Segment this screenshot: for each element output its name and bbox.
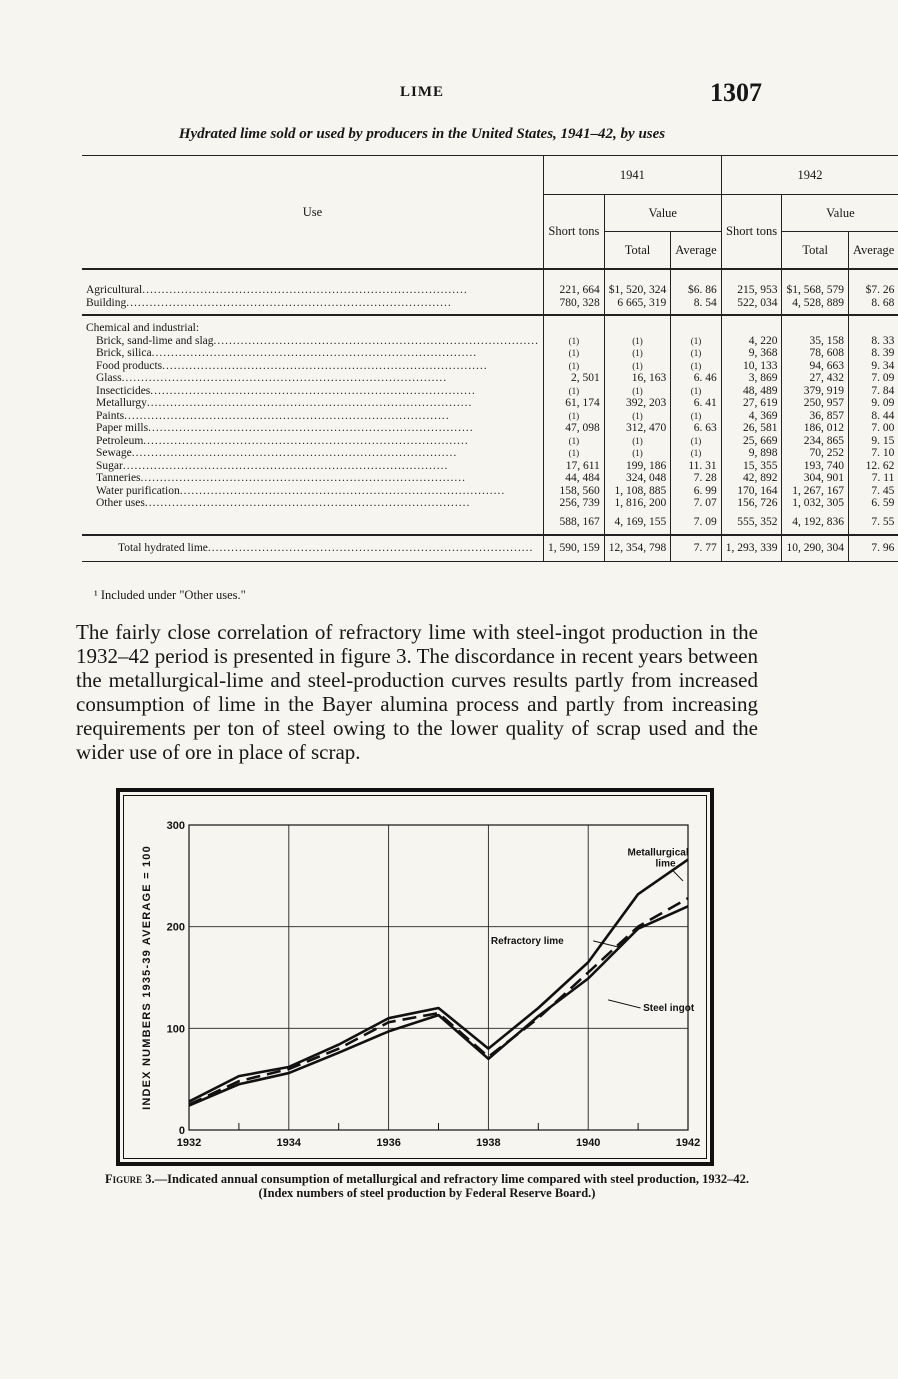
leader-dots	[147, 397, 473, 409]
table-row	[82, 447, 898, 460]
total-1941-cell: (1)	[604, 447, 671, 460]
short-tons-1942-cell: 522, 034	[721, 297, 782, 310]
leader-dots	[152, 347, 478, 359]
year-1941-header: 1941	[544, 156, 722, 195]
short-tons-1942-cell: 26, 581	[721, 422, 782, 435]
short-tons-1941-cell: (1)	[544, 347, 605, 360]
leader-dots	[162, 360, 488, 372]
table-row	[82, 269, 898, 297]
x-tick-label: 1934	[276, 1137, 302, 1149]
total-1941-cell: 4, 169, 155	[604, 510, 671, 536]
table-row	[82, 397, 898, 410]
total-1942-cell: 78, 608	[782, 347, 849, 360]
leader-dots	[122, 372, 448, 384]
average-1941-cell: 7. 07	[671, 497, 721, 510]
total-1942-cell: 234, 865	[782, 435, 849, 448]
row-label	[82, 472, 544, 485]
row-label	[82, 510, 544, 536]
use-name: Total hydrated lime	[118, 542, 208, 554]
total-1942-cell: 4, 528, 889	[782, 297, 849, 310]
average-1942-cell: 12. 62	[848, 460, 898, 473]
leader-dots	[142, 284, 468, 296]
figure-caption	[92, 1172, 762, 1200]
total-1941-cell: (1)	[604, 347, 671, 360]
y-tick-label: 0	[178, 1125, 185, 1137]
average-1942-cell: 9. 34	[848, 360, 898, 373]
row-label	[82, 297, 544, 310]
average-1941-cell: $6. 86	[671, 269, 721, 297]
short-tons-1942-cell: 555, 352	[721, 510, 782, 536]
value-header-1942: Value	[782, 195, 898, 232]
short-tons-1942-cell: 170, 164	[721, 485, 782, 498]
short-tons-1941-cell: (1)	[544, 447, 605, 460]
table-row	[82, 360, 898, 373]
short-tons-1941-cell: 256, 739	[544, 497, 605, 510]
running-head	[82, 78, 762, 112]
row-label	[82, 269, 544, 297]
total-1941-cell: $1, 520, 324	[604, 269, 671, 297]
table-row	[82, 385, 898, 398]
figure-label: Figure 3.	[104, 1172, 155, 1186]
short-tons-1942-cell: 4, 220	[721, 335, 782, 348]
short-tons-1941-cell: 588, 167	[544, 510, 605, 536]
short-tons-1942-cell: 27, 619	[721, 397, 782, 410]
hydrated-lime-table	[82, 155, 898, 562]
table-row	[82, 497, 898, 510]
total-1942-cell: 250, 957	[782, 397, 849, 410]
short-tons-1941-cell: 158, 560	[544, 485, 605, 498]
use-name: Brick, sand-lime and slag	[96, 334, 214, 347]
use-name: Tanneries	[96, 472, 141, 484]
average-1942-cell: 9. 09	[848, 397, 898, 410]
total-1941-cell: (1)	[604, 335, 671, 348]
use-name: Sugar	[96, 459, 123, 472]
total-1941-cell: 1, 108, 885	[604, 485, 671, 498]
year-1942-header: 1942	[721, 156, 898, 195]
table-row	[82, 472, 898, 485]
average-1942-cell: 7. 10	[848, 447, 898, 460]
row-label	[82, 447, 544, 460]
total-1942-cell: 70, 252	[782, 447, 849, 460]
y-axis-label: INDEX NUMBERS 1935-39 AVERAGE = 100	[141, 845, 153, 1110]
total-1942-cell: 36, 857	[782, 410, 849, 423]
group-label-row	[82, 315, 898, 335]
average-1941-cell: 8. 54	[671, 297, 721, 310]
average-1942-cell: 9. 15	[848, 435, 898, 448]
short-tons-1942-cell: 25, 669	[721, 435, 782, 448]
total-1942-cell: 10, 290, 304	[782, 535, 849, 561]
leader-dots	[180, 485, 506, 497]
total-1941-cell: 312, 470	[604, 422, 671, 435]
short-tons-1941-cell: (1)	[544, 385, 605, 398]
running-title: LIME	[399, 84, 444, 100]
table-body	[82, 269, 898, 561]
annotation-pointer-steel	[608, 1000, 640, 1008]
row-label	[82, 397, 544, 410]
short-tons-1942-cell: 3, 869	[721, 372, 782, 385]
average-1941-cell: 6. 99	[671, 485, 721, 498]
total-row	[82, 535, 898, 561]
table-row	[82, 460, 898, 473]
annotation-pointer-refractory	[593, 941, 618, 947]
average-1941-cell: (1)	[671, 385, 721, 398]
average-1941-cell: 7. 77	[671, 535, 721, 561]
leader-dots	[126, 297, 452, 309]
annotation-lime: lime	[655, 858, 676, 870]
average-1942-cell: 6. 59	[848, 497, 898, 510]
figure-3-chart	[116, 788, 714, 1166]
short-tons-1941-cell: (1)	[544, 360, 605, 373]
short-tons-1942-cell: 215, 953	[721, 269, 782, 297]
table-row	[82, 435, 898, 448]
x-tick-label: 1942	[675, 1137, 701, 1149]
average-1942-cell: 8. 44	[848, 410, 898, 423]
total-1942-cell: 379, 919	[782, 385, 849, 398]
total-1942-cell: 1, 032, 305	[782, 497, 849, 510]
average-1941-cell: 7. 09	[671, 510, 721, 536]
average-1941-cell: 6. 41	[671, 397, 721, 410]
short-tons-header-1941: Short tons	[544, 195, 605, 270]
average-1941-cell: (1)	[671, 447, 721, 460]
total-1942-cell: 27, 432	[782, 372, 849, 385]
row-label	[82, 335, 544, 348]
table-footnote: ¹ Included under "Other uses."	[94, 588, 246, 602]
table-row	[82, 297, 898, 310]
total-1941-cell: 199, 186	[604, 460, 671, 473]
x-tick-label: 1936	[376, 1137, 401, 1149]
leader-dots	[123, 460, 449, 472]
total-1942-cell: 4, 192, 836	[782, 510, 849, 536]
total-1942-cell: 1, 267, 167	[782, 485, 849, 498]
short-tons-1942-cell: 42, 892	[721, 472, 782, 485]
table-row	[82, 347, 898, 360]
short-tons-1941-cell: 61, 174	[544, 397, 605, 410]
x-tick-label: 1940	[575, 1137, 601, 1149]
leader-dots	[141, 472, 467, 484]
subtotal-row	[82, 510, 898, 536]
annotation-pointer-metallurgical	[673, 871, 683, 881]
total-1941-cell: (1)	[604, 360, 671, 373]
short-tons-1942-cell: 9, 898	[721, 447, 782, 460]
total-1941-cell: 324, 048	[604, 472, 671, 485]
average-1942-cell: 7. 96	[848, 535, 898, 561]
body-paragraph: The fairly close correlation of refractory lime with steel-ingot production in the 1932–42 period is presented in figure 3. The discordance in recent years between the metallurgical-lime and steel-production curves results partly from increased consumption of lime in the Bayer alumina process and partly from increasing requirements per ton of steel owing to the lower quality of scrap used and the wider use of ore in place of scrap.	[76, 620, 758, 764]
use-name: Paints	[96, 409, 125, 422]
average-1941-cell: (1)	[671, 335, 721, 348]
total-1941-cell: (1)	[604, 435, 671, 448]
row-label	[82, 410, 544, 423]
average-1942-cell: 7. 11	[848, 472, 898, 485]
average-1942-cell: 8. 33	[848, 335, 898, 348]
total-1942-cell: 193, 740	[782, 460, 849, 473]
short-tons-1941-cell: 44, 484	[544, 472, 605, 485]
row-label	[82, 460, 544, 473]
short-tons-1942-cell: 10, 133	[721, 360, 782, 373]
page-number: 1307	[710, 78, 762, 107]
table-row	[82, 372, 898, 385]
short-tons-1942-cell: 156, 726	[721, 497, 782, 510]
average-1942-cell: 7. 45	[848, 485, 898, 498]
use-name: Metallurgy	[96, 397, 147, 409]
plot-area	[189, 825, 688, 1130]
row-label	[82, 360, 544, 373]
short-tons-1942-cell: 1, 293, 339	[721, 535, 782, 561]
total-1941-cell: 6 665, 319	[604, 297, 671, 310]
average-1941-cell: 7. 28	[671, 472, 721, 485]
short-tons-1941-cell: (1)	[544, 410, 605, 423]
use-name: Glass	[96, 372, 122, 384]
leader-dots	[145, 497, 471, 509]
average-1942-cell: 7. 84	[848, 385, 898, 398]
annotation-steel: Steel ingot	[643, 1003, 695, 1015]
use-name: Other uses	[96, 497, 145, 509]
short-tons-1942-cell: 9, 368	[721, 347, 782, 360]
table-row	[82, 485, 898, 498]
total-header-1941: Total	[604, 232, 671, 270]
average-1942-cell: 8. 39	[848, 347, 898, 360]
total-1942-cell: $1, 568, 579	[782, 269, 849, 297]
use-name: Agricultural	[86, 284, 143, 296]
average-1941-cell: 6. 63	[671, 422, 721, 435]
use-header: Use	[82, 156, 544, 270]
total-1941-cell: (1)	[604, 410, 671, 423]
table-row	[82, 335, 898, 348]
average-1942-cell: $7. 26	[848, 269, 898, 297]
y-tick-label: 300	[166, 820, 185, 832]
total-1942-cell: 35, 158	[782, 335, 849, 348]
use-name: Water purification	[96, 484, 180, 497]
use-name: Food products	[96, 359, 163, 372]
table-row	[82, 410, 898, 423]
annotation-refractory: Refractory lime	[490, 935, 564, 947]
use-name: Petroleum	[96, 434, 144, 447]
average-1942-cell: 7. 55	[848, 510, 898, 536]
leader-dots	[132, 447, 458, 459]
metallurgical-lime-series	[189, 860, 688, 1102]
x-tick-label: 1938	[476, 1137, 501, 1149]
short-tons-header-1942: Short tons	[721, 195, 782, 270]
average-1942-cell: 7. 09	[848, 372, 898, 385]
figure-caption-text: —Indicated annual consumption of metallurgical and refractory lime compared with steel production, 1932–42. (Index numbers of steel production by Federal Reserve Board.)	[154, 1172, 750, 1200]
leader-dots	[214, 335, 540, 347]
short-tons-1942-cell: 15, 355	[721, 460, 782, 473]
total-header-1942: Total	[782, 232, 849, 270]
row-label	[82, 385, 544, 398]
leader-dots	[208, 542, 534, 554]
annotation-metallurgical: Metallurgical	[627, 847, 689, 859]
steel-ingot-series	[189, 906, 688, 1105]
value-header-1941: Value	[604, 195, 721, 232]
leader-dots	[148, 422, 474, 434]
short-tons-1941-cell: 221, 664	[544, 269, 605, 297]
short-tons-1942-cell: 48, 489	[721, 385, 782, 398]
total-1941-cell: 12, 354, 798	[604, 535, 671, 561]
average-header-1941: Average	[671, 232, 721, 270]
row-label	[82, 435, 544, 448]
row-label	[82, 535, 544, 561]
y-tick-label: 200	[166, 921, 185, 934]
row-label	[82, 372, 544, 385]
y-tick-label: 100	[166, 1023, 185, 1036]
total-1942-cell: 186, 012	[782, 422, 849, 435]
total-1941-cell: 1, 816, 200	[604, 497, 671, 510]
average-1941-cell: 6. 46	[671, 372, 721, 385]
use-name: Insecticides	[96, 384, 151, 397]
total-1941-cell: (1)	[604, 385, 671, 398]
total-1942-cell: 94, 663	[782, 360, 849, 373]
total-1941-cell: 16, 163	[604, 372, 671, 385]
short-tons-1941-cell: (1)	[544, 335, 605, 348]
row-label	[82, 422, 544, 435]
short-tons-1941-cell: 47, 098	[544, 422, 605, 435]
use-name: Brick, silica	[96, 347, 152, 359]
table-row	[82, 422, 898, 435]
short-tons-1941-cell: 17, 611	[544, 460, 605, 473]
short-tons-1941-cell: 2, 501	[544, 372, 605, 385]
average-1941-cell: 11. 31	[671, 460, 721, 473]
x-tick-label: 1932	[176, 1137, 202, 1149]
use-name: Sewage	[96, 447, 132, 459]
table-caption: Hydrated lime sold or used by producers in the United States, 1941–42, by uses	[178, 126, 666, 142]
row-label	[82, 347, 544, 360]
short-tons-1941-cell: 1, 590, 159	[544, 535, 605, 561]
short-tons-1941-cell: 780, 328	[544, 297, 605, 310]
average-1941-cell: (1)	[671, 435, 721, 448]
average-1941-cell: (1)	[671, 360, 721, 373]
group-label: Chemical and industrial:	[86, 322, 200, 334]
leader-dots	[124, 410, 450, 422]
leader-dots	[150, 385, 476, 397]
total-1942-cell: 304, 901	[782, 472, 849, 485]
use-name: Building	[86, 296, 127, 309]
leader-dots	[143, 435, 469, 447]
row-label	[82, 497, 544, 510]
use-name: Paper mills	[96, 422, 149, 434]
short-tons-1941-cell: (1)	[544, 435, 605, 448]
total-1941-cell: 392, 203	[604, 397, 671, 410]
average-header-1942: Average	[848, 232, 898, 270]
average-1941-cell: (1)	[671, 347, 721, 360]
short-tons-1942-cell: 4, 369	[721, 410, 782, 423]
row-label	[82, 485, 544, 498]
average-1941-cell: (1)	[671, 410, 721, 423]
average-1942-cell: 8. 68	[848, 297, 898, 310]
average-1942-cell: 7. 00	[848, 422, 898, 435]
